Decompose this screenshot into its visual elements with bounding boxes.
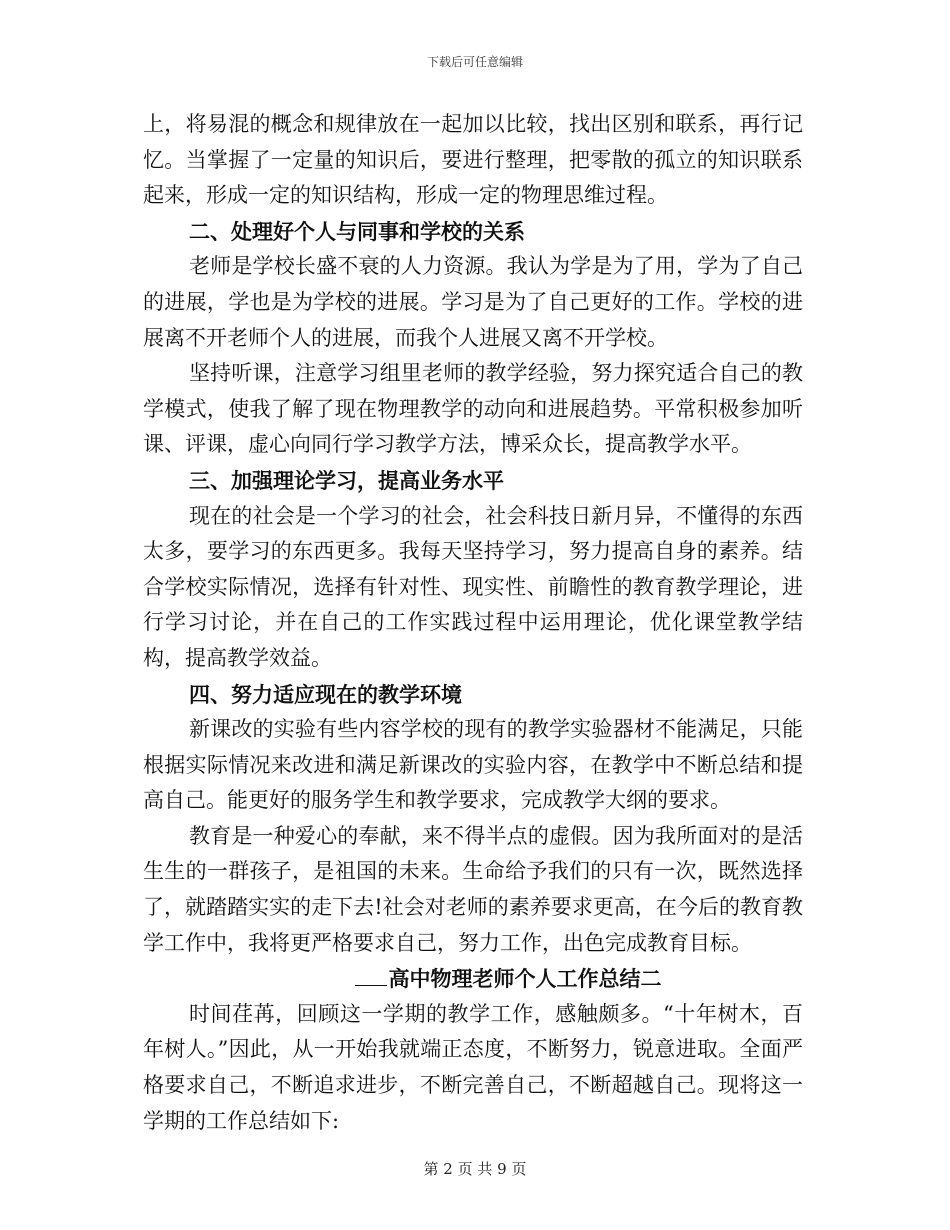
title-blank-underline xyxy=(355,967,387,986)
summary-two-title xyxy=(143,961,803,997)
section-heading-3: 三、加强理论学习，提高业务水平 xyxy=(189,467,504,493)
document-body xyxy=(143,107,803,1139)
section-heading-2: 二、处理好个人与同事和学校的关系 xyxy=(189,218,525,244)
paragraph-learning-society: 现在的社会是一个学习的社会，社会科技日新月异，不懂得的东西太多，要学习的东西更多。我每天坚持学习，努力提高自身的素养。结合学校实际情况，选择有针对性、现实性、前瞻性的教育教学理论，进行学习讨论，并在自己的工作实践过程中运用理论，优化课堂教学结构，提高教学效益。 xyxy=(143,503,803,670)
section-heading-4: 四、努力适应现在的教学环境 xyxy=(189,681,462,707)
page-number: 第 2 页 共 9 页 xyxy=(423,1160,527,1178)
paragraph-semester-review: 时间荏苒，回顾这一学期的教学工作，感触颇多。“十年树木，百年树人。”因此，从一开始我就端正态度，不断努力，锐意进取。全面严格要求自己，不断追求进步，不断完善自己，不断超越自己。现将这一学期的工作总结如下: xyxy=(143,1001,803,1133)
paragraph-attend-lessons: 坚持听课，注意学习组里老师的教学经验，努力探究适合自己的教学模式，使我了解了现在物理教学的动向和进展趋势。平常积极参加听课、评课，虚心向同行学习教学方法，博采众长，提高教学水平。 xyxy=(143,361,803,457)
paragraph-teachers-resource: 老师是学校长盛不衰的人力资源。我认为学是为了用，学为了自己的进展，学也是为学校的进展。学习是为了自己更好的工作。学校的进展离不开老师个人的进展，而我个人进展又离不开学校。 xyxy=(143,254,803,350)
paragraph-new-curriculum: 新课改的实验有些内容学校的现有的教学实验器材不能满足，只能根据实际情况来改进和满足新课改的实验内容，在教学中不断总结和提高自己。能更好的服务学生和教学要求，完成教学大纲的要求。 xyxy=(143,717,803,813)
paragraph-education-love: 教育是一种爱心的奉献，来不得半点的虚假。因为我所面对的是活生生的一群孩子，是祖国的未来。生命给予我们的只有一次，既然选择了，就踏踏实实的走下去!社会对老师的素养要求更高，在今后的教育教学工作中，我将更严格要求自己，努力工作，出色完成教育目标。 xyxy=(143,823,803,955)
summary-two-title-text: 高中物理老师个人工作总结二 xyxy=(388,966,662,992)
paragraph-continuation: 上，将易混的概念和规律放在一起加以比较，找出区别和联系，再行记忆。当掌握了一定量的知识后，要进行整理，把零散的孤立的知识联系起来，形成一定的知识结构，形成一定的物理思维过程。 xyxy=(143,112,803,208)
page-header-note: 下载后可任意编辑 xyxy=(426,55,523,69)
